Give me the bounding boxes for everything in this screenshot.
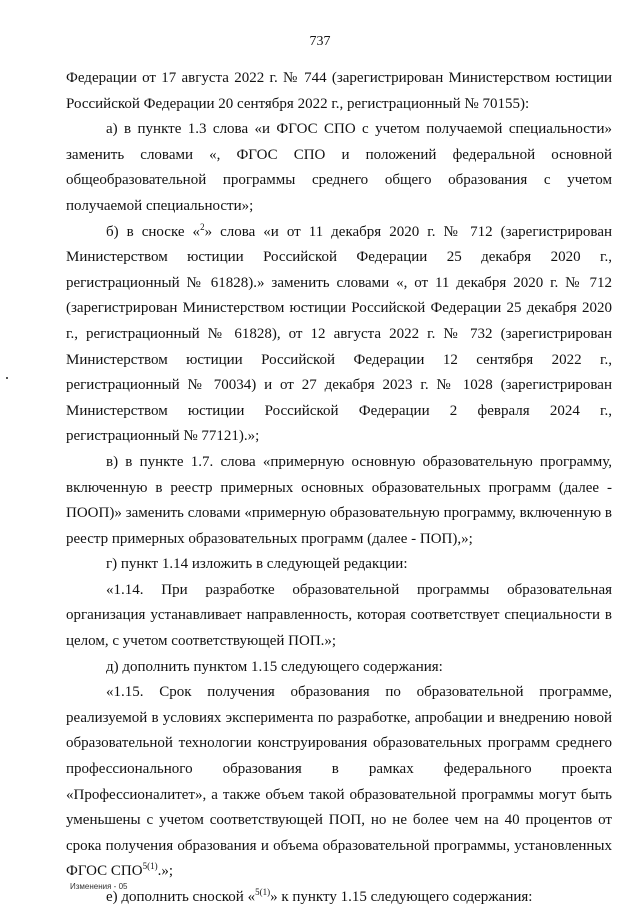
paragraph-item-e-end: » к пункту 1.15 следующего содержания: xyxy=(270,889,533,905)
footnote-ref-5-1-mention: 5(1) xyxy=(255,887,271,897)
paragraph-item-b-start: б) в сноске « xyxy=(106,223,201,240)
footnote-ref-2: 2 xyxy=(200,221,205,232)
paragraph-point-1-15-end: .»; xyxy=(157,863,174,880)
paragraph-point-1-14: «1.14. При разработке образовательной программы образовательная организация устанавливает направленность, которая соответствует специальности в целом, с учетом соответствующей ПОП.»; xyxy=(66,581,612,650)
paragraph-point-1-15 xyxy=(66,680,612,885)
footnote-ref-5-1: 5(1) xyxy=(142,861,158,872)
paragraph-continuation: Федерации от 17 августа 2022 г. № 744 (зарегистрирован Министерством юстиции Российской Федерации 20 сентября 2022 г., регистрационный № 70155): xyxy=(66,70,612,112)
paragraph-item-v: в) в пункте 1.7. слова «примерную основную образовательную программу, включенную в реестр примерных основных образовательных программ (далее - ПООП)» заменить словами «примерную образовательную программу, включенную в реестр примерных образовательных программ (далее - ПОП),»; xyxy=(66,453,612,547)
paragraph-item-b xyxy=(66,220,612,450)
paragraph-item-b-end: » слова «и от 11 декабря 2020 г. № 712 (зарегистрирован Министерством юстиции Российской Федерации 25 декабря 2020 г., регистрационный № 61828).» заменить словами «, от 11 декабря 2020 г. № 712 (зарегистрирован Министерством юстиции Российской Федерации 25 декабря 2020 г., регистрационный № 61828), от 12 августа 2022 г. № 732 (зарегистрирован Министерством юстиции Российской Федерации 12 сентября 2022 г., регистрационный № 70034) и от 27 декабря 2023 г. № 1028 (зарегистрирован Министерством юстиции Российской Федерации 2 февраля 2024 г., регистрационный № 77121).»; xyxy=(66,223,613,445)
footer-label: Изменения - 05 xyxy=(70,882,128,891)
scan-dot xyxy=(6,377,8,379)
paragraph-item-a: а) в пункте 1.3 слова «и ФГОС СПО с учетом получаемой специальности» заменить словами «, ФГОС СПО и положений федеральной основной общеобразовательной программы среднего общего образования с учетом получаемой специальности»; xyxy=(66,121,612,214)
document-body xyxy=(66,66,612,911)
paragraph-item-e xyxy=(66,885,612,911)
page-number: 737 xyxy=(309,34,331,49)
paragraph-item-e-start: е) дополнить сноской « xyxy=(106,889,256,905)
paragraph-item-g: г) пункт 1.14 изложить в следующей редакции: xyxy=(106,556,408,573)
paragraph-point-1-15-start: «1.15. Срок получения образования по образовательной программе, реализуемой в условиях эксперимента по разработке, апробации и внедрению новой образовательной технологии конструирования образовательных программ среднего профессионального образования в рамках федерального проекта «Профессионалитет», а также объем такой образовательной программы могут быть уменьшены с учетом соответствующей ПОП, но не более чем на 40 процентов от срока получения образования и объема образовательной программы, установленных ФГОС СПО xyxy=(66,684,612,880)
paragraph-item-d: д) дополнить пунктом 1.15 следующего содержания: xyxy=(106,658,443,675)
